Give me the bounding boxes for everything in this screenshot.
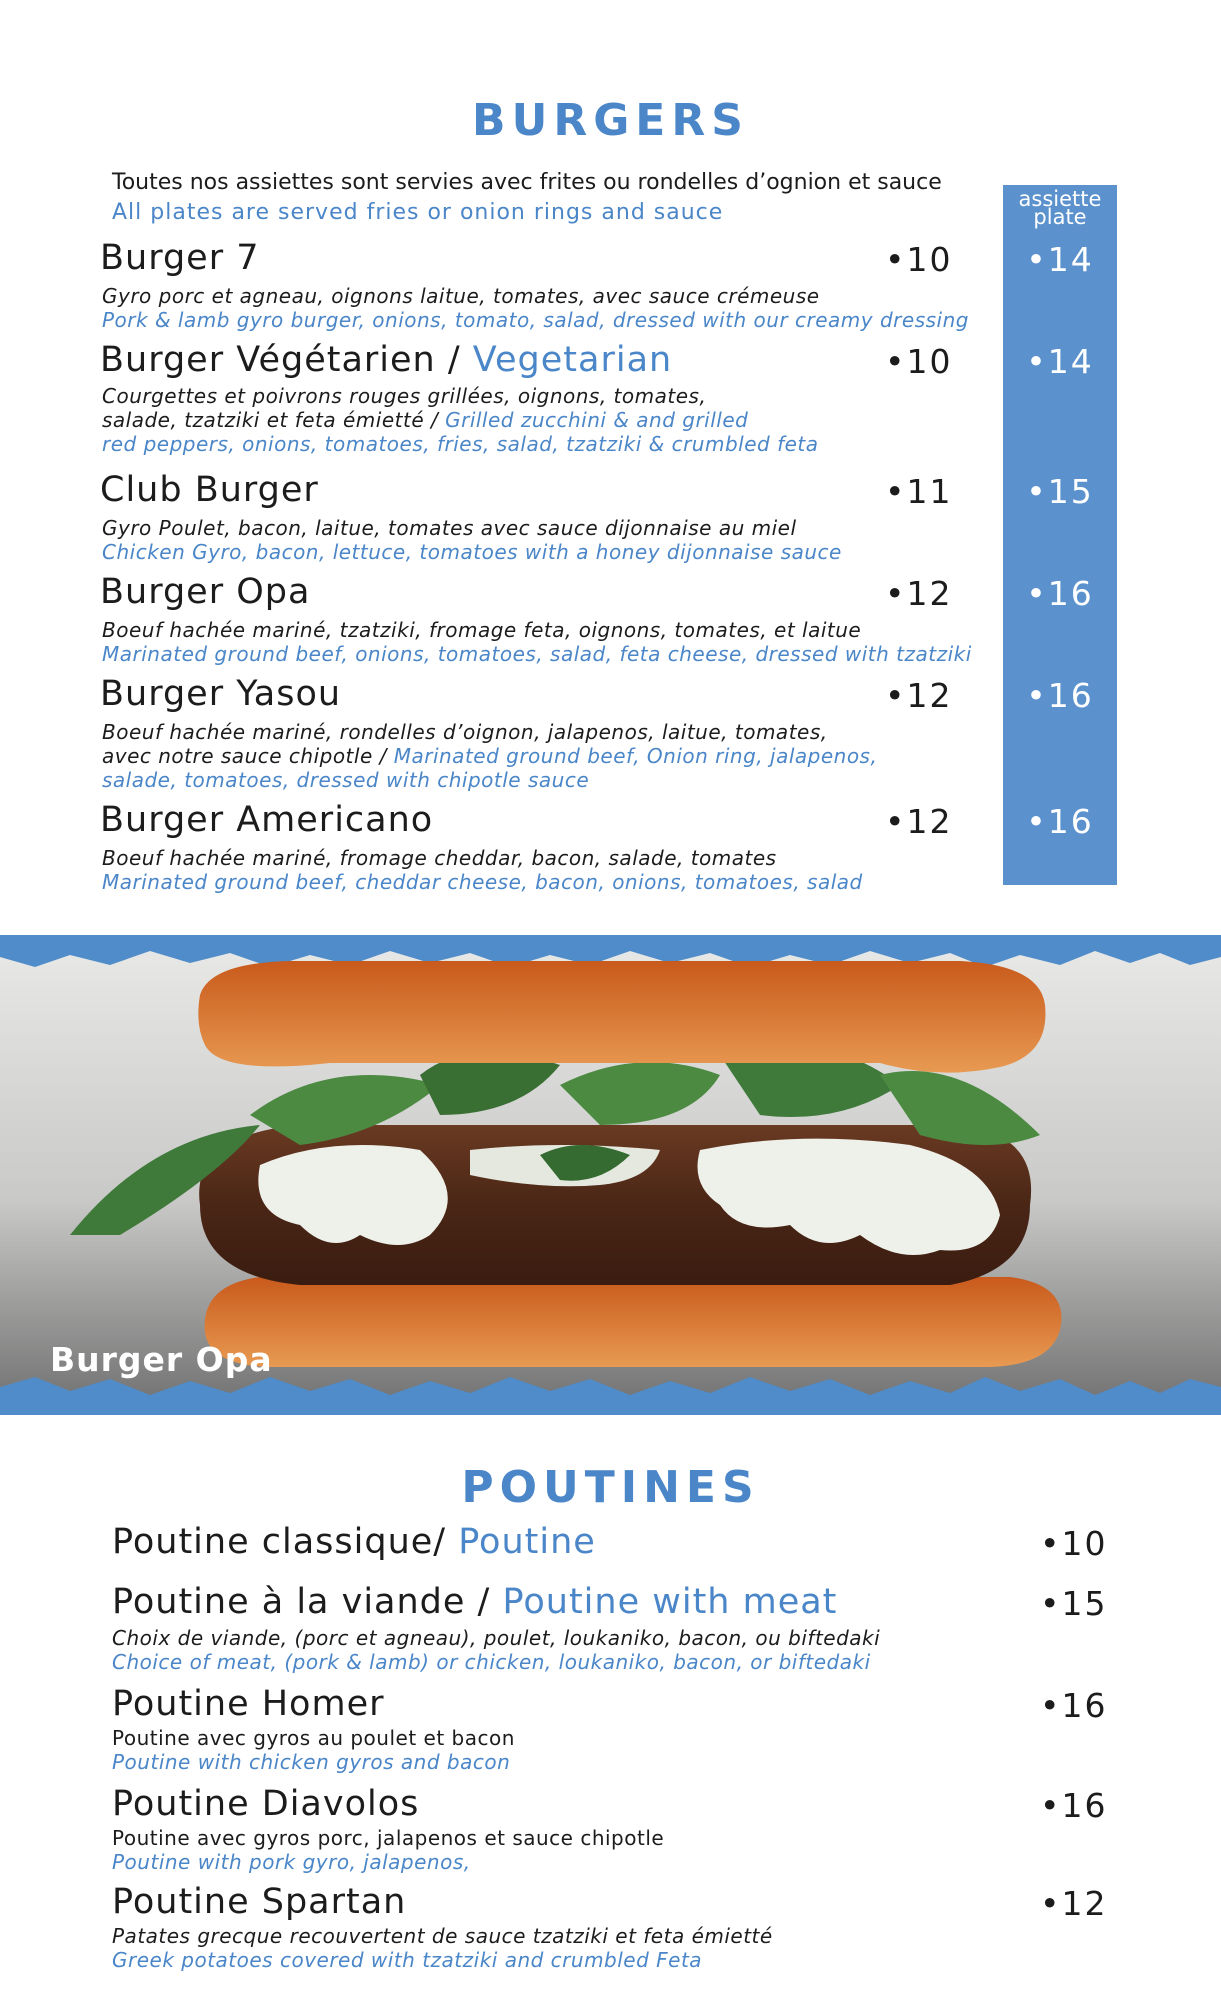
item-price: •12 xyxy=(1040,1884,1108,1923)
poutines-title: POUTINES xyxy=(461,1462,760,1513)
menu-item-name xyxy=(112,1784,419,1824)
item-plate-price: •16 xyxy=(1026,676,1094,715)
item-name-fr: Club Burger xyxy=(100,470,319,510)
menu-item-name xyxy=(100,238,260,278)
item-description xyxy=(112,1924,773,1972)
description-en-line2: Marinated ground beef, Onion ring, jalapenos, xyxy=(393,744,878,768)
burgers-intro-fr: Toutes nos assiettes sont servies avec frites ou rondelles d’ognion et sauce xyxy=(112,170,942,195)
item-description xyxy=(102,846,863,894)
item-description xyxy=(102,618,972,666)
item-name-en: Poutine with meat xyxy=(502,1582,838,1622)
item-description xyxy=(102,284,969,332)
item-plate-price: •16 xyxy=(1026,574,1094,613)
description-en: Greek potatoes covered with tzatziki and crumbled Feta xyxy=(112,1948,703,1972)
plate-header-line2: plate xyxy=(1033,205,1087,229)
item-description xyxy=(102,516,842,564)
item-price: •15 xyxy=(1040,1584,1108,1623)
item-name-fr: Burger Opa xyxy=(100,572,311,612)
item-plate-price: •14 xyxy=(1026,342,1094,381)
description-en: Marinated ground beef, onions, tomatoes, salad, feta cheese, dressed with tzatziki xyxy=(102,642,972,666)
item-price: •10 xyxy=(885,240,953,279)
description-fr: Poutine avec gyros au poulet et bacon xyxy=(112,1726,515,1750)
description-fr-line2: avec notre sauce chipotle / xyxy=(102,744,394,768)
item-name-fr: Poutine à la viande / xyxy=(112,1582,503,1622)
menu-item-name xyxy=(100,800,433,840)
item-plate-price: •16 xyxy=(1026,802,1094,841)
description-fr: Gyro Poulet, bacon, laitue, tomates avec sauce dijonnaise au miel xyxy=(102,516,797,540)
description-fr: Choix de viande, (porc et agneau), poulet, loukaniko, bacon, ou biftedaki xyxy=(112,1626,881,1650)
item-description xyxy=(112,1626,880,1674)
description-en: Poutine with pork gyro, jalapenos, xyxy=(112,1850,471,1874)
item-price: •12 xyxy=(885,574,953,613)
menu-item-name xyxy=(112,1684,385,1724)
description-fr-line2: salade, tzatziki et feta émietté / xyxy=(102,408,446,432)
menu-item-name xyxy=(100,470,319,510)
burgers-title: BURGERS xyxy=(472,95,749,146)
description-en: Pork & lamb gyro burger, onions, tomato, salad, dressed with our creamy dressing xyxy=(102,308,969,332)
item-price: •16 xyxy=(1040,1686,1108,1725)
description-fr-line1: Courgettes et poivrons rouges grillées, oignons, tomates, xyxy=(102,384,707,408)
plate-price-column xyxy=(1003,185,1117,885)
description-en: Chicken Gyro, bacon, lettuce, tomatoes with a honey dijonnaise sauce xyxy=(102,540,842,564)
menu-item-name xyxy=(100,572,310,612)
description-fr-line1: Boeuf hachée mariné, rondelles d’oignon, jalapenos, laitue, tomates, xyxy=(102,720,828,744)
item-price: •12 xyxy=(885,802,953,841)
description-fr: Boeuf hachée mariné, tzatziki, fromage feta, oignons, tomates, et laitue xyxy=(102,618,862,642)
description-en-line2: Grilled zucchini & and grilled xyxy=(445,408,749,432)
item-name-fr: Burger Americano xyxy=(100,800,434,840)
item-name-fr: Burger 7 xyxy=(100,238,260,278)
item-name-fr: Poutine classique/ xyxy=(112,1522,459,1562)
menu-item-name xyxy=(112,1522,596,1562)
menu-item-name xyxy=(100,340,672,380)
item-name-fr: Poutine Spartan xyxy=(112,1882,407,1922)
item-name-fr: Burger Yasou xyxy=(100,674,342,714)
item-price: •10 xyxy=(1040,1524,1108,1563)
description-fr: Boeuf hachée mariné, fromage cheddar, bacon, salade, tomates xyxy=(102,846,777,870)
description-en: Marinated ground beef, cheddar cheese, bacon, onions, tomatoes, salad xyxy=(102,870,863,894)
item-description xyxy=(112,1726,515,1774)
item-price: •10 xyxy=(885,342,953,381)
item-description xyxy=(102,720,877,792)
photo-caption: Burger Opa xyxy=(50,1340,273,1379)
plate-header-line1: assiette xyxy=(1018,187,1102,211)
menu-item-name xyxy=(112,1882,406,1922)
description-fr: Poutine avec gyros porc, jalapenos et sauce chipotle xyxy=(112,1826,665,1850)
menu-item-name xyxy=(100,674,341,714)
description-fr: Patates grecque recouvertent de sauce tzatziki et feta émietté xyxy=(112,1924,773,1948)
item-description xyxy=(112,1826,664,1874)
burger-photo xyxy=(0,935,1221,1415)
description-en: Poutine with chicken gyros and bacon xyxy=(112,1750,511,1774)
item-name-fr: Burger Végétarien / xyxy=(100,340,473,380)
item-name-fr: Poutine Homer xyxy=(112,1684,385,1724)
item-name-en: Poutine xyxy=(458,1522,596,1562)
item-name-fr: Poutine Diavolos xyxy=(112,1784,420,1824)
item-plate-price: •15 xyxy=(1026,472,1094,511)
description-en-line3: red peppers, onions, tomatoes, fries, salad, tzatziki & crumbled feta xyxy=(102,432,819,456)
description-en-line3: salade, tomatoes, dressed with chipotle sauce xyxy=(102,768,590,792)
menu-item-name xyxy=(112,1582,837,1622)
item-description xyxy=(102,384,819,456)
description-en: Choice of meat, (pork & lamb) or chicken, loukaniko, bacon, or biftedaki xyxy=(112,1650,871,1674)
item-price: •12 xyxy=(885,676,953,715)
item-plate-price: •14 xyxy=(1026,240,1094,279)
item-price: •16 xyxy=(1040,1786,1108,1825)
item-price: •11 xyxy=(885,472,953,511)
plate-column-header xyxy=(1003,187,1117,229)
description-fr: Gyro porc et agneau, oignons laitue, tomates, avec sauce crémeuse xyxy=(102,284,820,308)
item-name-en: Vegetarian xyxy=(472,340,673,380)
burgers-intro-en: All plates are served fries or onion rings and sauce xyxy=(112,200,724,225)
